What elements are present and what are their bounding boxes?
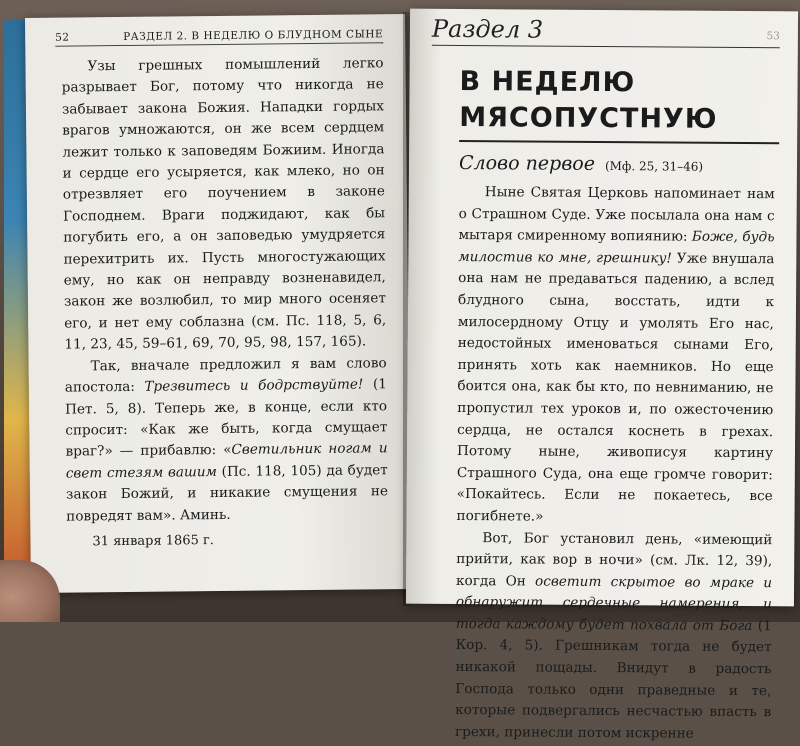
text-run: (1 Пет. 5, 8). Теперь же, в конце, если кто спросит: «Как же быть, когда смущает враг?» — прибавлю: « xyxy=(65,376,388,460)
left-running-title: РАЗДЕЛ 2. В НЕДЕЛЮ О БЛУДНОМ СЫНЕ xyxy=(123,28,384,43)
right-page xyxy=(406,9,798,742)
text-run: (Пс. 118, 105) да будет закон Божий, и никакие смущения не повредят вам». Аминь. xyxy=(65,461,389,525)
left-page-number: 52 xyxy=(55,31,70,44)
text-run: Уже внушала она нам не предаваться падению, а вслед блудного сына, восстать, идти к милосердному Отцу и умолять Его нас, недостойных именоваться сынами Его, принять хоть как наемников. Но еще боится она, как бы кто, по невниманию, не пропустил тех уроков и, по ожесточению сердца, не остался коснеть в грехах. Потому ныне, живописуя картину Страшного Суда, она еще громче говорит: «Покайтесь. Если не покаетесь, все погибнете.» xyxy=(456,250,775,525)
chapter-title xyxy=(459,64,779,138)
right-page-number: 53 xyxy=(766,30,780,43)
sermon-title: Слово первое xyxy=(458,151,596,175)
text-run: Вот, Бог установил день, «имеющий прийти, как вор в ночи» (см. Лк. 12, 39), когда Он xyxy=(456,529,773,590)
sermon-reference: (Мф. 25, 31–46) xyxy=(604,159,704,174)
left-body-text xyxy=(61,53,388,553)
italic-run: осветит скрытое во мраке и обнаружит сердечные намерения, и тогда каждому будет похвала от Бога xyxy=(455,573,773,634)
chapter-title-rule xyxy=(459,140,779,144)
text-run: Ныне Святая Церковь напоминает нам о Страшном Суде. Уже посылала она нам с мытаря смиренному вопиянию: xyxy=(458,184,775,245)
chapter-title-line-2: МЯСОПУСТНУЮ xyxy=(459,101,718,135)
text-run: (1 Кор. 4, 5). Грешникам тогда не будет никакой пощады. Внидут в радость Господа только одни праведные и те, которые подвергались несчастью впасть в грехи, принесли потом искренне xyxy=(454,617,772,742)
header-rule xyxy=(432,45,780,48)
right-body-text xyxy=(455,182,775,746)
right-paragraph xyxy=(455,527,772,745)
italic-run: Светильник ногам и свет стезям вашим xyxy=(65,440,388,482)
section-label: Раздел 3 xyxy=(431,14,544,44)
sermon-heading xyxy=(459,152,779,176)
text-run: Так, вначале предложил я вам слово апостола: xyxy=(64,354,387,396)
left-running-head xyxy=(55,28,383,46)
italic-run: Боже, будь милостив ко мне, грешнику! xyxy=(458,228,775,267)
right-paragraph xyxy=(456,182,774,530)
left-paragraph xyxy=(65,353,389,528)
chapter-title-line-1: В НЕДЕЛЮ xyxy=(459,66,636,99)
right-running-head xyxy=(432,15,780,45)
left-paragraph xyxy=(61,53,386,356)
sermon-date: 31 января 1865 г. xyxy=(92,532,214,550)
left-page xyxy=(25,14,411,593)
text-run: Узы грешных помышлений легко разрывает Бог, потому что никогда не забывает закона Божия. Нападки гордых врагов умножаются, он же всем сердцем лежит только к заповедям Божиим. Иногда и сердце его усыряется, как млеко, но он отрезвляет его поучением в законе Господнем. Враги поджидают, как бы погубить его, а он заповедью умудряется перехитрить их. Пусть многостужающих ему, но как он неправду возненавидел, закон же возлюбил, то мир много осеняет его, и нет ему соблазна (см. Пс. 118, 5, 6, 11, 23, 45, 59–61, 69, 70, 95, 98, 157, 165). xyxy=(61,55,387,353)
italic-run: Трезвитесь и бодрствуйте! xyxy=(144,376,364,395)
